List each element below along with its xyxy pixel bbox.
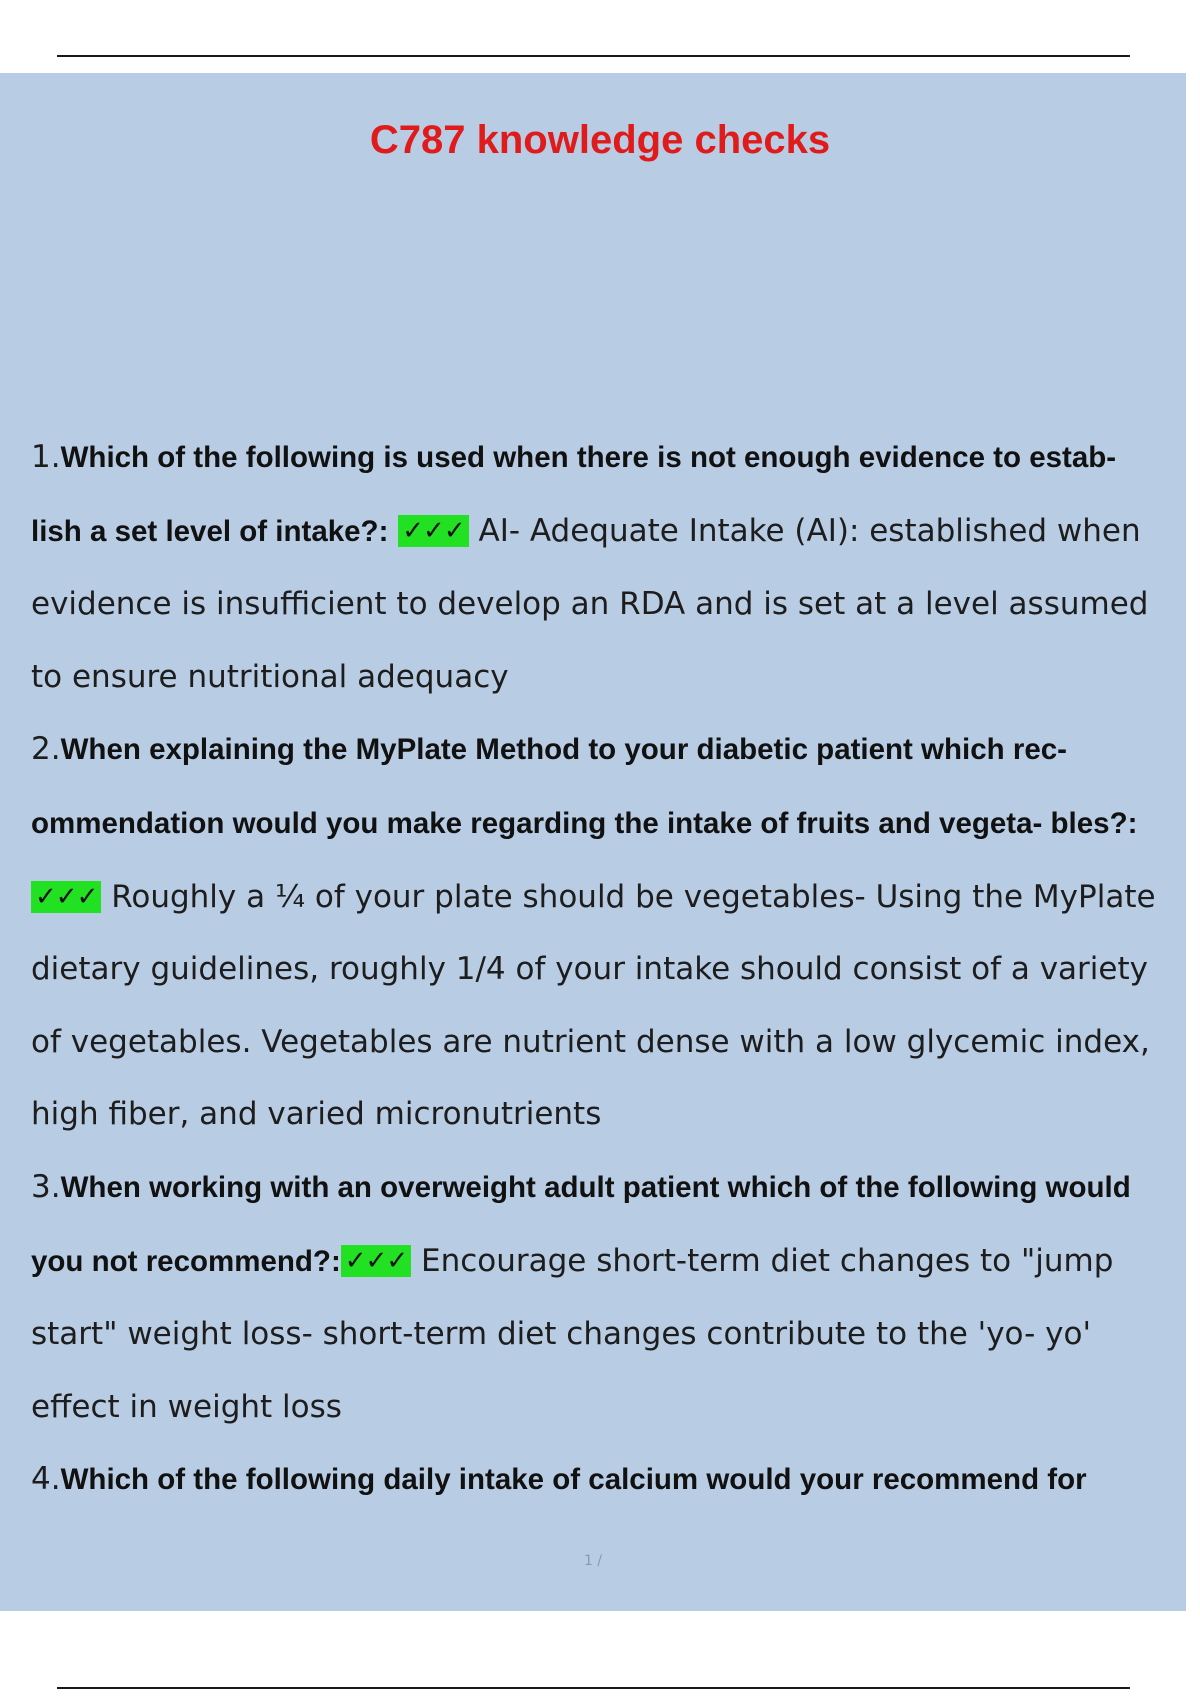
check-mark-icon: ✓✓✓ — [31, 881, 101, 913]
question-text: Which of the following daily intake of calcium would your recommend for — [60, 1463, 1087, 1497]
question-text: When working with an overweight adult patient which of the following would you not recommend?: — [31, 1170, 1131, 1278]
question-number: 1. — [31, 439, 61, 475]
check-mark-icon: ✓✓✓ — [398, 515, 468, 547]
document-title: C787 knowledge checks — [369, 118, 831, 162]
top-rule — [57, 55, 1130, 57]
check-mark-icon: ✓✓✓ — [341, 1245, 411, 1277]
question-number: 4. — [31, 1461, 61, 1498]
question-item-4 — [31, 1443, 1171, 1517]
question-number: 3. — [31, 1168, 61, 1205]
question-number: 2. — [31, 731, 61, 768]
question-item-1 — [31, 421, 1171, 713]
page-number: 1 / — [583, 1553, 603, 1569]
question-list — [31, 421, 1171, 1517]
answer-text: Roughly a ¼ of your plate should be vegetables- Using the MyPlate dietary guidelines, roughly 1/4 of your intake should consist of a variety of vegetables. Vegetables are nutrient dense with a low glycemic index, high fiber, and varied micronutrients — [31, 878, 1156, 1133]
answer-text: Encourage short-term diet changes to "jump start" weight loss- short-term diet changes contribute to the 'yo- yo' effect in weight loss — [31, 1242, 1114, 1425]
question-text: When explaining the MyPlate Method to your diabetic patient which rec- ommendation would you make regarding the intake of fruits and vegeta- bles?: — [31, 733, 1138, 840]
answer-text: AI- Adequate Intake (AI): established when evidence is insufficient to develop an RDA and is set at a level assumed to ensure nutritional adequacy — [31, 512, 1149, 695]
question-item-3 — [31, 1151, 1171, 1443]
bottom-rule — [57, 1687, 1130, 1689]
question-text: Which of the following is used when there is not enough evidence to estab- lish a set level of intake?: — [31, 441, 1117, 548]
question-item-2 — [31, 713, 1171, 1151]
